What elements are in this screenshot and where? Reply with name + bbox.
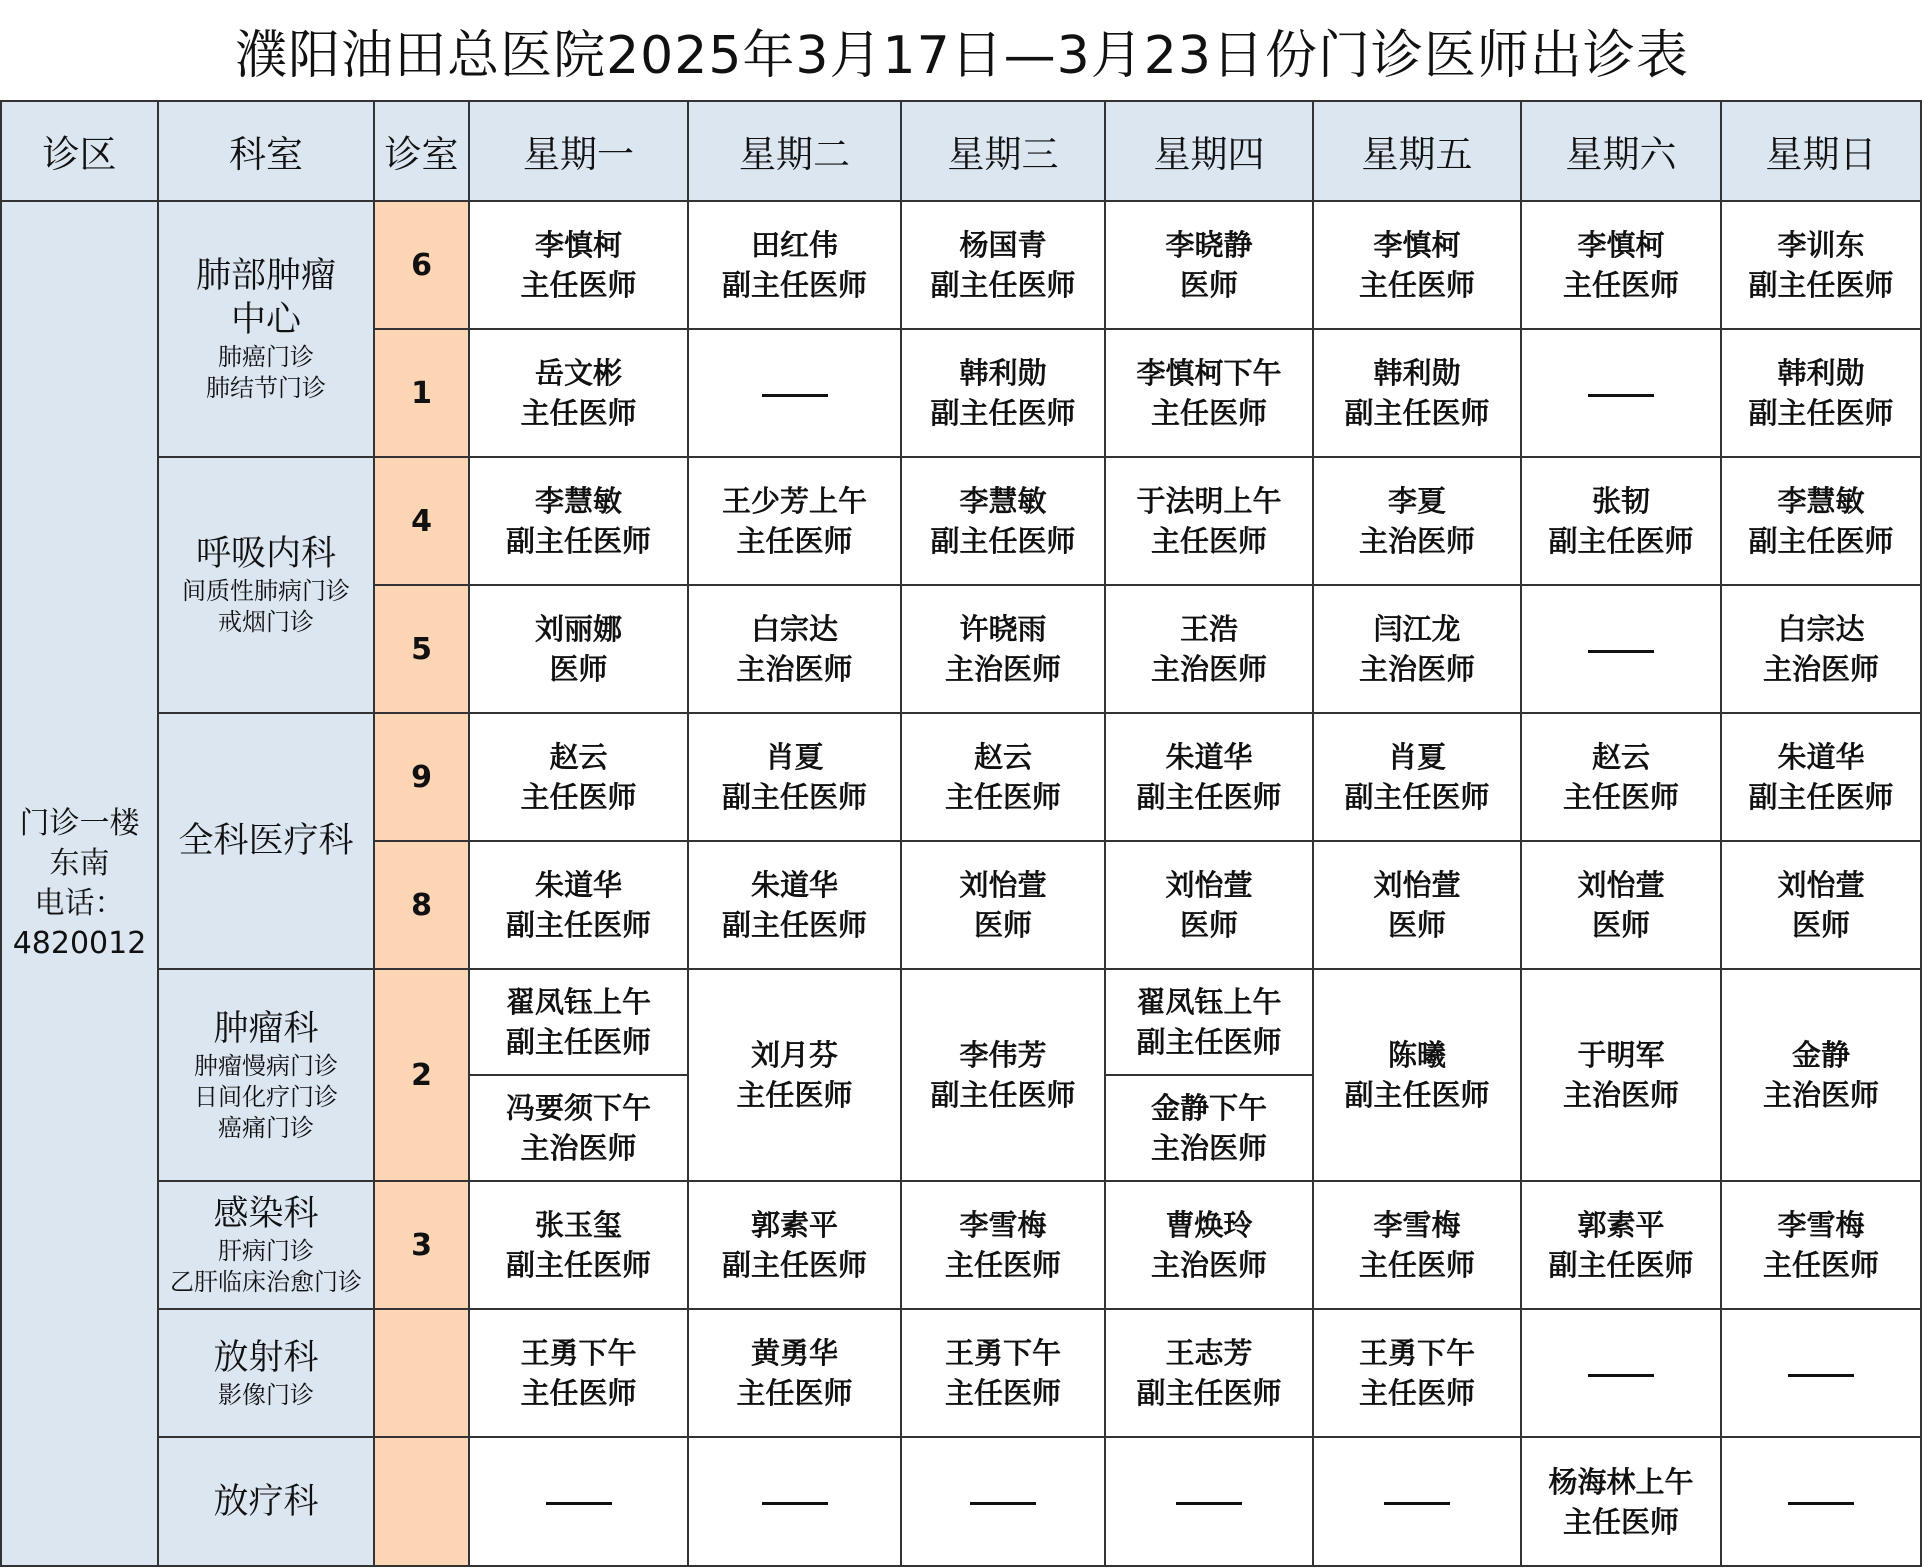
schedule-cell [901, 841, 1105, 969]
doctor-name: 刘月芬 [750, 1038, 838, 1072]
row-room-4 [1, 457, 1921, 585]
doctor-name: 李伟芳 [959, 1038, 1047, 1072]
schedule-cell [1521, 585, 1721, 713]
doctor-name: 张韧 [1591, 484, 1650, 518]
doctor-title: 主任医师 [1150, 396, 1267, 430]
doctor-name: 刘丽娜 [534, 612, 622, 646]
schedule-cell [1313, 713, 1521, 841]
dept-subclinic: 肺结节门诊 [206, 374, 326, 402]
schedule-cell [688, 1309, 901, 1437]
doctor-title: 主治医师 [1150, 1248, 1267, 1282]
doctor-name: 许晓雨 [959, 612, 1047, 646]
doctor-name: 李慎柯 [534, 228, 622, 262]
schedule-cell [688, 201, 901, 329]
doctor-title: 医师 [549, 652, 608, 686]
schedule-table-frame [0, 100, 1920, 1567]
header-area: 诊区 [1, 101, 158, 201]
schedule-cell [1105, 329, 1313, 457]
dept-name: 中心 [230, 300, 301, 340]
schedule-table [0, 100, 1922, 1567]
doctor-name: 王勇下午 [1358, 1336, 1475, 1370]
schedule-cell [688, 457, 901, 585]
schedule-cell [901, 585, 1105, 713]
doctor-title: 副主任医师 [721, 1248, 867, 1282]
dept-name: 放疗科 [213, 1481, 319, 1522]
doctor-title: 医师 [1179, 908, 1238, 942]
schedule-cell [1721, 1181, 1921, 1309]
schedule-cell [1105, 713, 1313, 841]
dept-oncology [158, 969, 374, 1181]
doctor-name: 赵云 [549, 740, 608, 774]
doctor-name: 翟凤钰上午 [1136, 985, 1282, 1019]
doctor-name: 郭素平 [1577, 1208, 1665, 1242]
row-radiotherapy [1, 1437, 1921, 1566]
row-room-2-am [1, 969, 1921, 1075]
doctor-name: 岳文彬 [534, 356, 622, 390]
doctor-name: 李雪梅 [1777, 1208, 1865, 1242]
schedule-cell [1521, 1437, 1721, 1566]
schedule-cell [1105, 841, 1313, 969]
schedule-cell [1721, 329, 1921, 457]
doctor-title: 主任医师 [1150, 524, 1267, 558]
doctor-name: 刘怡萱 [959, 868, 1047, 902]
doctor-title: 主任医师 [1358, 1376, 1475, 1410]
doctor-name: 刘怡萱 [1577, 868, 1665, 902]
doctor-title: 主任医师 [520, 268, 637, 302]
room-number: 4 [374, 457, 469, 585]
doctor-title: 主任医师 [520, 780, 637, 814]
doctor-title: 副主任医师 [1748, 268, 1894, 302]
schedule-cell [469, 1309, 688, 1437]
header-friday: 星期五 [1313, 101, 1521, 201]
schedule-cell [1105, 201, 1313, 329]
doctor-title: 主任医师 [1762, 1248, 1879, 1282]
doctor-name: 李雪梅 [959, 1208, 1047, 1242]
doctor-name: 朱道华 [750, 868, 838, 902]
doctor-title: 主任医师 [944, 1376, 1061, 1410]
dept-name: 肿瘤科 [213, 1008, 319, 1049]
schedule-cell [1521, 329, 1721, 457]
schedule-cell [1313, 841, 1521, 969]
schedule-cell [469, 201, 688, 329]
schedule-cell [688, 329, 901, 457]
doctor-title: 主治医师 [1762, 652, 1879, 686]
schedule-cell [1521, 201, 1721, 329]
schedule-cell [1105, 1437, 1313, 1566]
dept-subclinic: 肿瘤慢病门诊 [194, 1051, 338, 1080]
clinic-area-cell [1, 201, 158, 1566]
header-sunday: 星期日 [1721, 101, 1921, 201]
doctor-name: 韩利勋 [959, 356, 1047, 390]
doctor-title: 医师 [1591, 908, 1650, 942]
room-number: 5 [374, 585, 469, 713]
doctor-name: 陈曦 [1387, 1038, 1446, 1072]
no-clinic-dash [1588, 1374, 1654, 1377]
schedule-cell [469, 1075, 688, 1181]
schedule-cell [688, 969, 901, 1181]
doctor-name: 于明军 [1577, 1038, 1665, 1072]
doctor-title: 副主任医师 [930, 524, 1076, 558]
doctor-name: 李慧敏 [959, 484, 1047, 518]
schedule-cell [1313, 457, 1521, 585]
doctor-title: 副主任医师 [930, 268, 1076, 302]
doctor-title: 主治医师 [1358, 652, 1475, 686]
doctor-title: 副主任医师 [505, 1248, 651, 1282]
doctor-title: 副主任医师 [1548, 524, 1694, 558]
schedule-cell [1105, 1181, 1313, 1309]
doctor-name: 金静 [1791, 1038, 1850, 1072]
doctor-title: 主治医师 [1762, 1078, 1879, 1112]
dept-lung-tumor-center [158, 201, 374, 457]
doctor-title: 副主任医师 [1748, 396, 1894, 430]
schedule-cell [688, 1437, 901, 1566]
room-number [374, 1309, 469, 1437]
schedule-cell [901, 1181, 1105, 1309]
schedule-cell [469, 1437, 688, 1566]
doctor-name: 王少芳上午 [721, 484, 867, 518]
room-number: 9 [374, 713, 469, 841]
no-clinic-dash [1384, 1502, 1450, 1505]
doctor-title: 副主任医师 [1748, 524, 1894, 558]
no-clinic-dash [762, 394, 828, 397]
dept-name: 肺部肿瘤 [195, 256, 336, 296]
area-line-2: 东南 [49, 845, 110, 881]
dept-name: 感染科 [213, 1194, 319, 1234]
doctor-title: 主任医师 [944, 1248, 1061, 1282]
schedule-cell [688, 585, 901, 713]
schedule-cell [688, 1181, 901, 1309]
doctor-title: 医师 [1791, 908, 1850, 942]
schedule-cell [688, 713, 901, 841]
no-clinic-dash [1176, 1502, 1242, 1505]
doctor-title: 主治医师 [520, 1131, 637, 1165]
header-dept: 科室 [158, 101, 374, 201]
doctor-name: 白宗达 [750, 612, 838, 646]
doctor-title: 副主任医师 [1136, 780, 1282, 814]
doctor-title: 副主任医师 [1344, 1078, 1490, 1112]
doctor-title: 副主任医师 [721, 908, 867, 942]
doctor-name: 李慧敏 [534, 484, 622, 518]
doctor-name: 朱道华 [534, 868, 622, 902]
schedule-cell [469, 585, 688, 713]
doctor-title: 副主任医师 [1548, 1248, 1694, 1282]
row-room-9 [1, 713, 1921, 841]
doctor-name: 闫江龙 [1373, 612, 1461, 646]
doctor-title: 副主任医师 [1136, 1025, 1282, 1059]
doctor-title: 副主任医师 [930, 396, 1076, 430]
room-number: 6 [374, 201, 469, 329]
dept-general-medicine [158, 713, 374, 969]
schedule-cell [1105, 585, 1313, 713]
doctor-name: 肖夏 [1387, 740, 1446, 774]
doctor-title: 副主任医师 [505, 908, 651, 942]
schedule-cell [901, 1437, 1105, 1566]
row-room-3 [1, 1181, 1921, 1309]
doctor-name: 曹焕玲 [1165, 1208, 1253, 1242]
doctor-name: 白宗达 [1777, 612, 1865, 646]
header-room: 诊室 [374, 101, 469, 201]
room-number: 2 [374, 969, 469, 1181]
doctor-title: 主任医师 [1562, 1504, 1679, 1539]
dept-subclinic: 戒烟门诊 [218, 608, 314, 636]
no-clinic-dash [1788, 1374, 1854, 1377]
header-row [1, 101, 1921, 201]
schedule-cell [901, 713, 1105, 841]
schedule-cell [1721, 585, 1921, 713]
doctor-name: 王勇下午 [944, 1336, 1061, 1370]
schedule-cell [1721, 713, 1921, 841]
doctor-name: 朱道华 [1165, 740, 1253, 774]
schedule-cell [1313, 1181, 1521, 1309]
doctor-name: 刘怡萱 [1165, 868, 1253, 902]
schedule-cell [901, 1309, 1105, 1437]
doctor-name: 李慧敏 [1777, 484, 1865, 518]
doctor-name: 肖夏 [765, 740, 824, 774]
doctor-name: 李慎柯 [1577, 228, 1665, 262]
doctor-name: 杨海林上午 [1548, 1464, 1694, 1499]
schedule-cell [901, 969, 1105, 1181]
room-number: 1 [374, 329, 469, 457]
doctor-title: 主任医师 [520, 396, 637, 430]
doctor-title: 副主任医师 [1344, 780, 1490, 814]
schedule-cell [1313, 969, 1521, 1181]
doctor-title: 主任医师 [736, 524, 853, 558]
doctor-name: 朱道华 [1777, 740, 1865, 774]
doctor-title: 主任医师 [736, 1078, 853, 1112]
dept-name: 呼吸内科 [195, 534, 336, 574]
schedule-cell [1105, 457, 1313, 585]
schedule-cell [1721, 457, 1921, 585]
doctor-title: 主任医师 [1562, 268, 1679, 302]
schedule-cell [1521, 457, 1721, 585]
doctor-name: 于法明上午 [1136, 484, 1282, 518]
doctor-name: 李训东 [1777, 228, 1865, 262]
area-phone: 4820012 [12, 925, 147, 961]
schedule-cell [688, 841, 901, 969]
doctor-title: 主治医师 [736, 652, 853, 686]
schedule-cell [1313, 585, 1521, 713]
no-clinic-dash [970, 1502, 1036, 1505]
doctor-title: 主任医师 [1562, 780, 1679, 814]
doctor-name: 李慎柯下午 [1136, 356, 1282, 390]
schedule-cell [1313, 1309, 1521, 1437]
schedule-cell [1521, 1181, 1721, 1309]
doctor-name: 黄勇华 [750, 1336, 838, 1370]
schedule-cell [1721, 201, 1921, 329]
doctor-name: 李雪梅 [1373, 1208, 1461, 1242]
dept-radiology [158, 1309, 374, 1437]
header-monday: 星期一 [469, 101, 688, 201]
area-line-3: 电话： [34, 885, 125, 921]
page-title: 濮阳油田总医院2025年3月17日—3月23日份门诊医师出诊表 [235, 25, 1689, 86]
schedule-cell [901, 329, 1105, 457]
doctor-title: 主治医师 [1358, 524, 1475, 558]
doctor-title: 主治医师 [1150, 1131, 1267, 1165]
doctor-title: 副主任医师 [721, 780, 867, 814]
doctor-name: 郭素平 [750, 1208, 838, 1242]
schedule-cell [1721, 841, 1921, 969]
schedule-cell [1521, 713, 1721, 841]
doctor-name: 李夏 [1387, 484, 1446, 518]
doctor-title: 副主任医师 [1748, 780, 1894, 814]
schedule-cell [1521, 1309, 1721, 1437]
schedule-cell [469, 713, 688, 841]
doctor-title: 副主任医师 [505, 1025, 651, 1059]
doctor-title: 主治医师 [944, 652, 1061, 686]
dept-subclinic: 影像门诊 [218, 1380, 314, 1409]
dept-radiotherapy [158, 1437, 374, 1566]
schedule-cell [469, 329, 688, 457]
no-clinic-dash [1588, 650, 1654, 653]
doctor-title: 副主任医师 [1344, 396, 1490, 430]
dept-subclinic: 肺癌门诊 [218, 343, 314, 371]
doctor-name: 韩利勋 [1373, 356, 1461, 390]
schedule-cell [1721, 1309, 1921, 1437]
row-room-6 [1, 201, 1921, 329]
doctor-name: 李晓静 [1165, 228, 1253, 262]
header-saturday: 星期六 [1521, 101, 1721, 201]
dept-subclinic: 乙肝临床治愈门诊 [170, 1268, 362, 1296]
schedule-cell [1721, 969, 1921, 1181]
doctor-name: 杨国青 [959, 228, 1047, 262]
doctor-name: 赵云 [1591, 740, 1650, 774]
schedule-cell [1521, 969, 1721, 1181]
dept-respiratory [158, 457, 374, 713]
doctor-title: 主任医师 [1358, 268, 1475, 302]
schedule-cell [469, 457, 688, 585]
doctor-title: 副主任医师 [1136, 1376, 1282, 1410]
doctor-title: 副主任医师 [721, 268, 867, 302]
schedule-cell [1313, 329, 1521, 457]
header-tuesday: 星期二 [688, 101, 901, 201]
no-clinic-dash [1788, 1502, 1854, 1505]
doctor-title: 医师 [973, 908, 1032, 942]
dept-name: 全科医疗科 [178, 821, 354, 861]
schedule-cell [1313, 201, 1521, 329]
doctor-name: 刘怡萱 [1373, 868, 1461, 902]
row-radiology [1, 1309, 1921, 1437]
doctor-name: 王浩 [1179, 612, 1238, 646]
schedule-cell [1721, 1437, 1921, 1566]
doctor-title: 医师 [1387, 908, 1446, 942]
doctor-title: 主任医师 [1358, 1248, 1475, 1282]
doctor-title: 医师 [1179, 268, 1238, 302]
dept-infectious [158, 1181, 374, 1309]
schedule-cell [1105, 1075, 1313, 1181]
dept-subclinic: 日间化疗门诊 [194, 1082, 338, 1111]
doctor-name: 冯要须下午 [505, 1091, 651, 1125]
doctor-title: 主治医师 [1150, 652, 1267, 686]
room-number: 3 [374, 1181, 469, 1309]
doctor-title: 主任医师 [736, 1376, 853, 1410]
schedule-cell [901, 201, 1105, 329]
header-thursday: 星期四 [1105, 101, 1313, 201]
area-line-1: 门诊一楼 [19, 805, 140, 841]
schedule-cell [469, 1181, 688, 1309]
doctor-title: 副主任医师 [505, 524, 651, 558]
dept-subclinic: 肝病门诊 [218, 1237, 314, 1265]
doctor-name: 王勇下午 [520, 1336, 637, 1370]
schedule-cell [469, 969, 688, 1075]
room-number: 8 [374, 841, 469, 969]
schedule-cell [469, 841, 688, 969]
schedule-cell [1313, 1437, 1521, 1566]
schedule-cell [1105, 1309, 1313, 1437]
dept-subclinic: 间质性肺病门诊 [182, 577, 350, 605]
schedule-cell [1521, 841, 1721, 969]
header-wednesday: 星期三 [901, 101, 1105, 201]
doctor-name: 赵云 [973, 740, 1032, 774]
doctor-name: 韩利勋 [1777, 356, 1865, 390]
doctor-name: 金静下午 [1150, 1091, 1267, 1125]
room-number [374, 1437, 469, 1566]
no-clinic-dash [762, 1502, 828, 1505]
doctor-title: 主任医师 [520, 1376, 637, 1410]
doctor-name: 田红伟 [750, 228, 838, 262]
no-clinic-dash [1588, 394, 1654, 397]
schedule-cell [901, 457, 1105, 585]
doctor-title: 副主任医师 [930, 1078, 1076, 1112]
doctor-name: 刘怡萱 [1777, 868, 1865, 902]
schedule-cell [1105, 969, 1313, 1075]
doctor-title: 主治医师 [1562, 1078, 1679, 1112]
doctor-name: 李慎柯 [1373, 228, 1461, 262]
doctor-name: 翟凤钰上午 [505, 985, 651, 1019]
doctor-name: 王志芳 [1165, 1336, 1253, 1370]
dept-name: 放射科 [213, 1337, 319, 1378]
doctor-name: 张玉玺 [534, 1208, 622, 1242]
dept-subclinic: 癌痛门诊 [218, 1113, 314, 1142]
no-clinic-dash [546, 1502, 612, 1505]
doctor-title: 主任医师 [944, 780, 1061, 814]
